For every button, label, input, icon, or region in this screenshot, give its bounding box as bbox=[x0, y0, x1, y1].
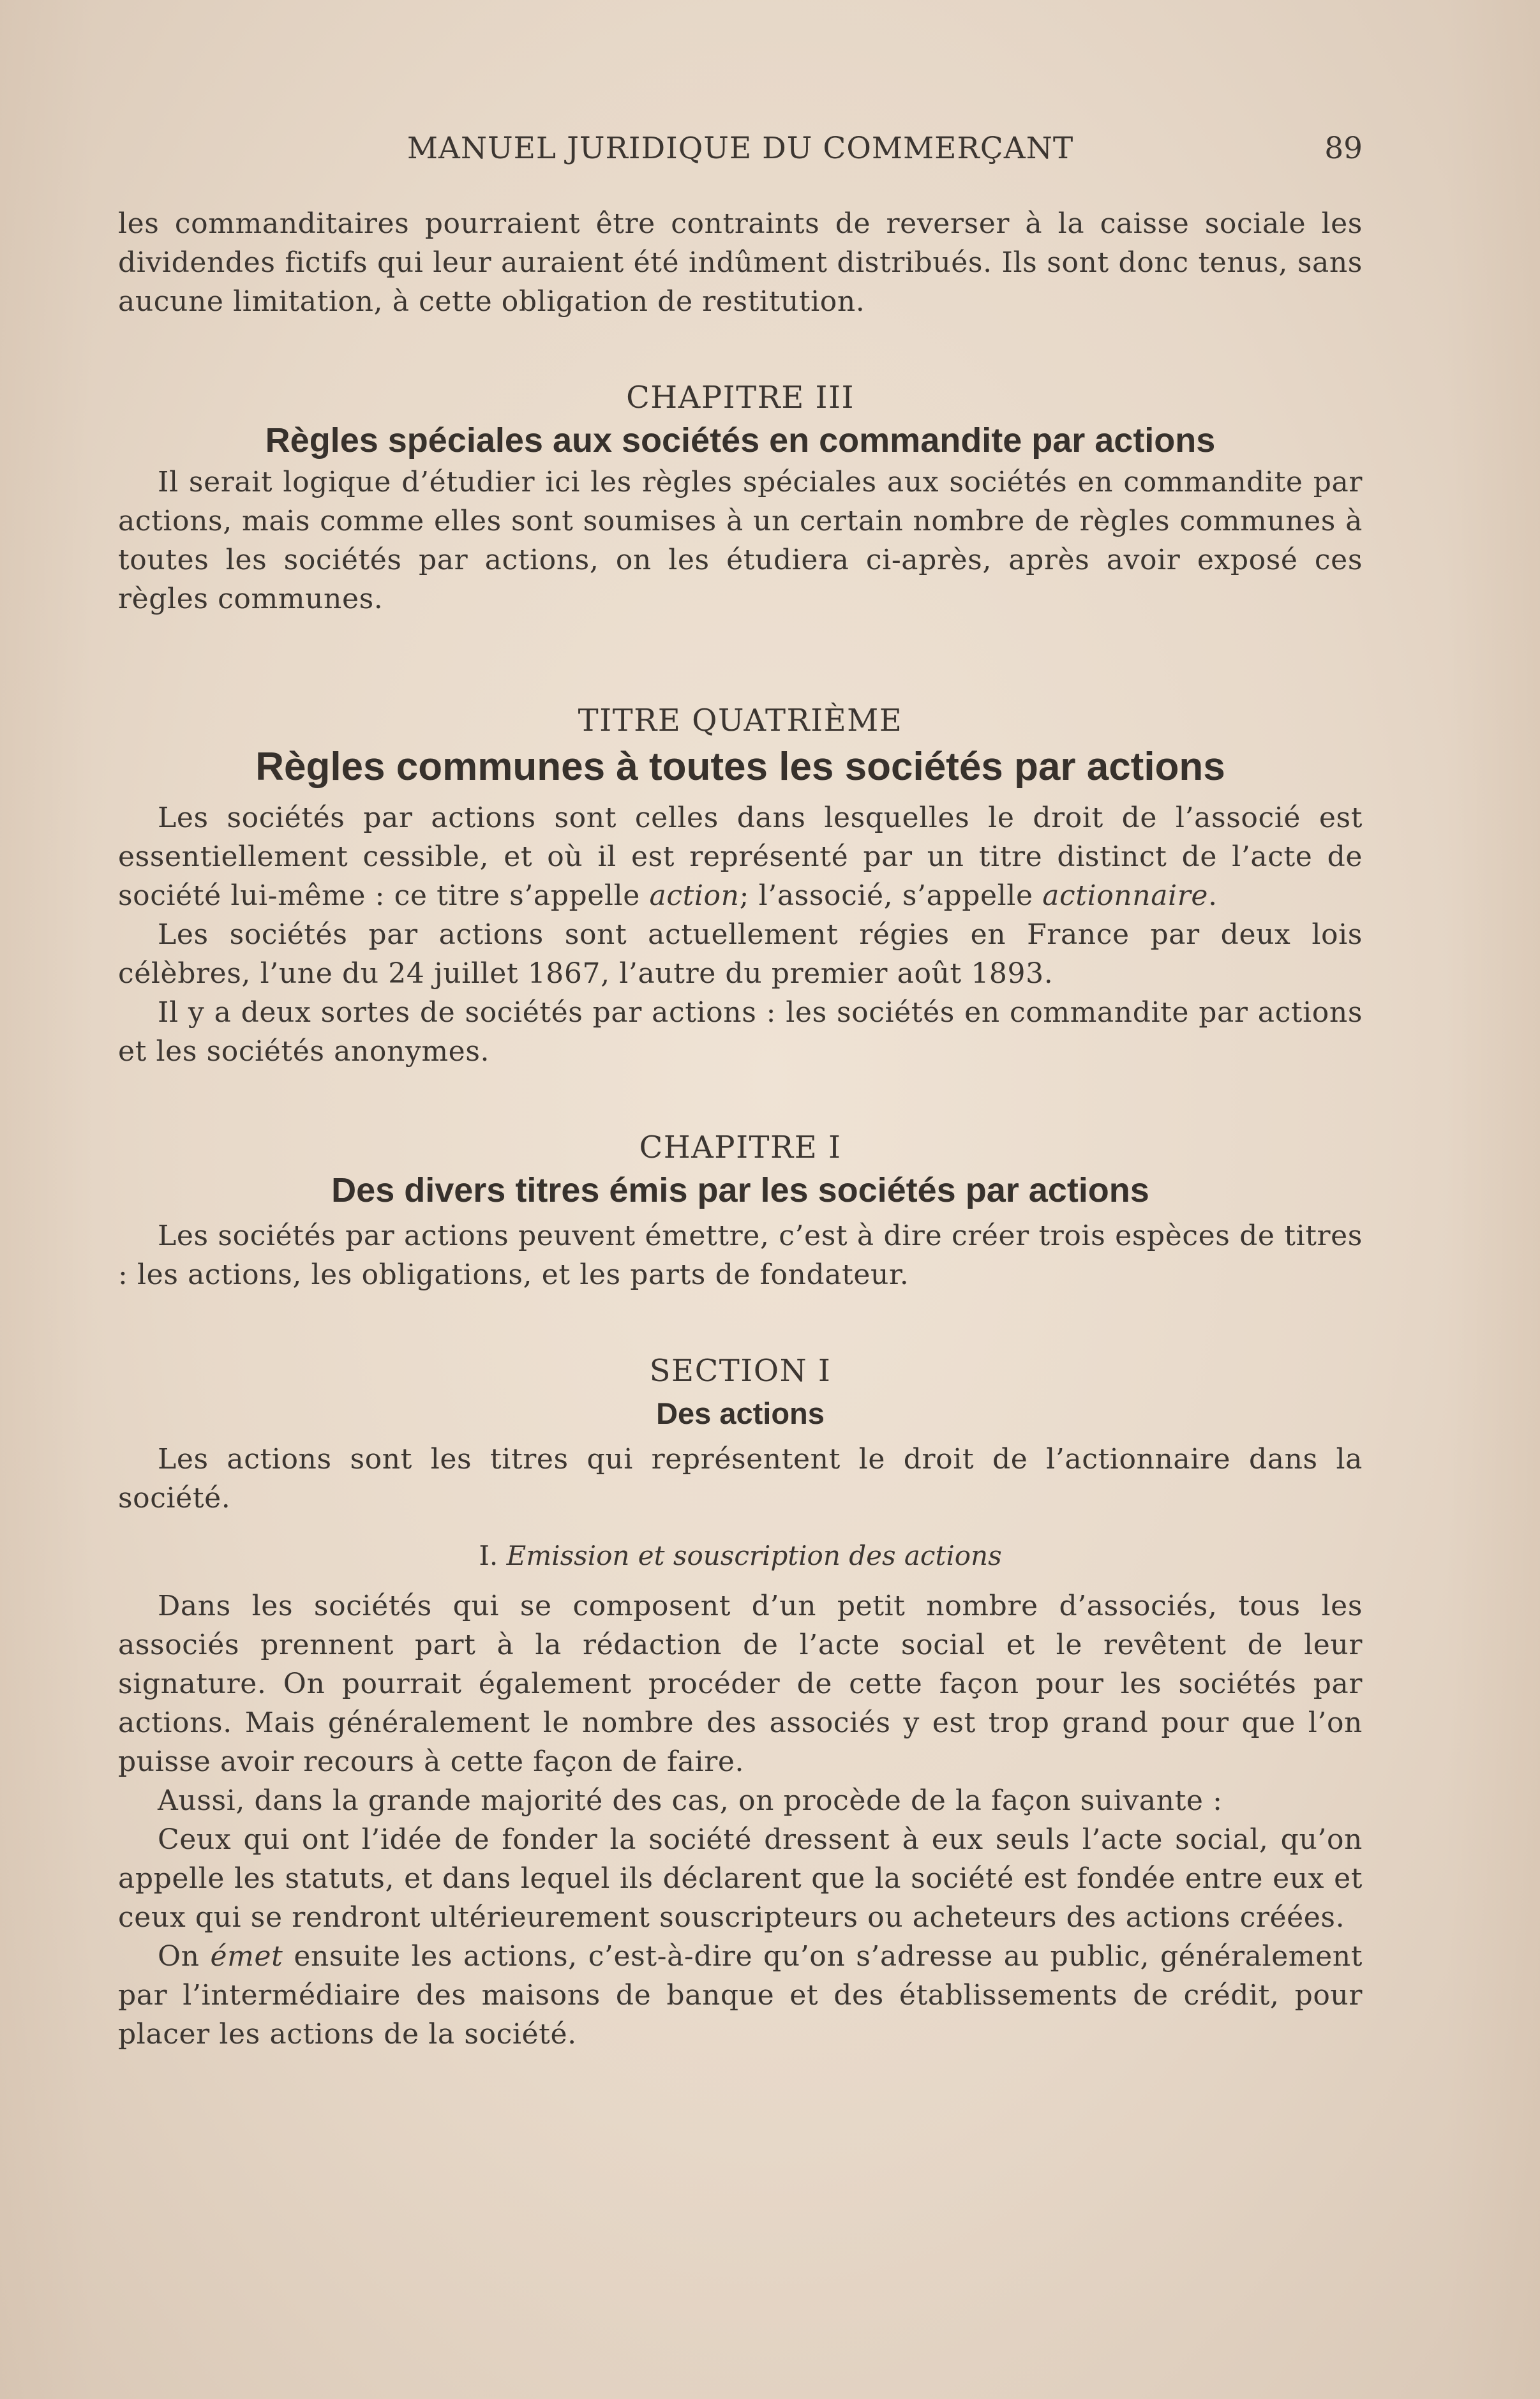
running-title: MANUEL JURIDIQUE DU COMMERÇANT bbox=[407, 131, 1074, 166]
page-header bbox=[118, 126, 1363, 171]
titre-4-title: Règles communes à toutes les sociétés par actions bbox=[255, 745, 1225, 789]
chapter-3-label: CHAPITRE III bbox=[626, 380, 855, 415]
titre-4-p1-start: Les sociétés par actions sont celles dans lesquelles le droit de l’associé est essentiellement cessible, et où il est représenté par un titre distinct de l’acte de société lui-même : ce titre s’appelle bbox=[118, 802, 1363, 912]
chapter-3-paragraph: Il serait logique d’étudier ici les règles spéciales aux sociétés en commandite par actions, mais comme elles sont soumises à un certain nombre de règles communes à toutes les sociétés par actions, on les étudiera ci-après, après avoir exposé ces règles communes. bbox=[118, 466, 1363, 615]
subsection-1-number: I. bbox=[479, 1540, 498, 1571]
titre-4-paragraph-3: Il y a deux sortes de sociétés par actions : les sociétés en commandite par actions et les sociétés anonymes. bbox=[118, 996, 1363, 1068]
intro-paragraph: les commanditaires pourraient être contraints de reverser à la caisse sociale les dividendes fictifs qui leur auraient été indûment distribués. Ils sont donc tenus, sans aucune limitation, à cette obligation de restitution. bbox=[118, 207, 1363, 318]
subsection-1-paragraph-3: Ceux qui ont l’idée de fonder la société dressent à eux seuls l’acte social, qu’on appelle les statuts, et dans lequel ils déclarent que la société est fondée entre eux et ceux qui se rendront ultérieurement souscripteurs ou acheteurs des actions créées. bbox=[118, 1823, 1363, 1934]
titre-4-label: TITRE QUATRIÈME bbox=[578, 703, 903, 738]
subsection-1-p4-start: On bbox=[158, 1940, 211, 1973]
subsection-1-p4-end: ensuite les actions, c’est-à-dire qu’on s’adresse au public, généralement par l’intermédiaire des maisons de banque et des établissements de crédit, pour placer les actions de la société. bbox=[118, 1940, 1363, 2051]
chapter-1-paragraph: Les sociétés par actions peuvent émettre, c’est à dire créer trois espèces de titres : les actions, les obligations, et les parts de fondateur. bbox=[118, 1220, 1363, 1291]
page-number: 89 bbox=[1324, 131, 1363, 166]
chapter-1-title: Des divers titres émis par les sociétés par actions bbox=[331, 1171, 1149, 1209]
chapter-1-label: CHAPITRE I bbox=[639, 1130, 842, 1165]
subsection-1-paragraph-1: Dans les sociétés qui se composent d’un petit nombre d’associés, tous les associés prennent part à la rédaction de l’acte social et le revêtent de leur signature. On pourrait également procéder de cette façon pour les sociétés par actions. Mais généralement le nombre des associés y est trop grand pour que l’on puisse avoir recours à cette façon de faire. bbox=[118, 1590, 1363, 1778]
titre-4-p1-end: . bbox=[1207, 879, 1218, 912]
term-actionnaire: actionnaire bbox=[1042, 879, 1208, 912]
term-action: action bbox=[649, 879, 740, 912]
subsection-1-paragraph-4 bbox=[118, 1937, 1363, 2054]
page-body bbox=[118, 204, 1363, 2054]
titre-4-paragraph-1 bbox=[118, 798, 1363, 915]
titre-4-paragraph-2: Les sociétés par actions sont actuellement régies en France par deux lois célèbres, l’une du 24 juillet 1867, l’autre du premier août 1893. bbox=[118, 918, 1363, 990]
subsection-1-paragraph-2: Aussi, dans la grande majorité des cas, on procède de la façon suivante : bbox=[158, 1784, 1223, 1817]
titre-4-p1-mid: ; l’associé, s’appelle bbox=[739, 879, 1043, 912]
section-1-label: SECTION I bbox=[649, 1353, 832, 1389]
subsection-1-heading bbox=[118, 1537, 1363, 1575]
term-emet: émet bbox=[210, 1940, 283, 1973]
section-1-paragraph: Les actions sont les titres qui représentent le droit de l’actionnaire dans la société. bbox=[118, 1443, 1363, 1514]
chapter-3-title: Règles spéciales aux sociétés en commandite par actions bbox=[265, 421, 1216, 460]
section-1-title: Des actions bbox=[656, 1396, 825, 1430]
subsection-1-title: Emission et souscription des actions bbox=[506, 1540, 1002, 1571]
